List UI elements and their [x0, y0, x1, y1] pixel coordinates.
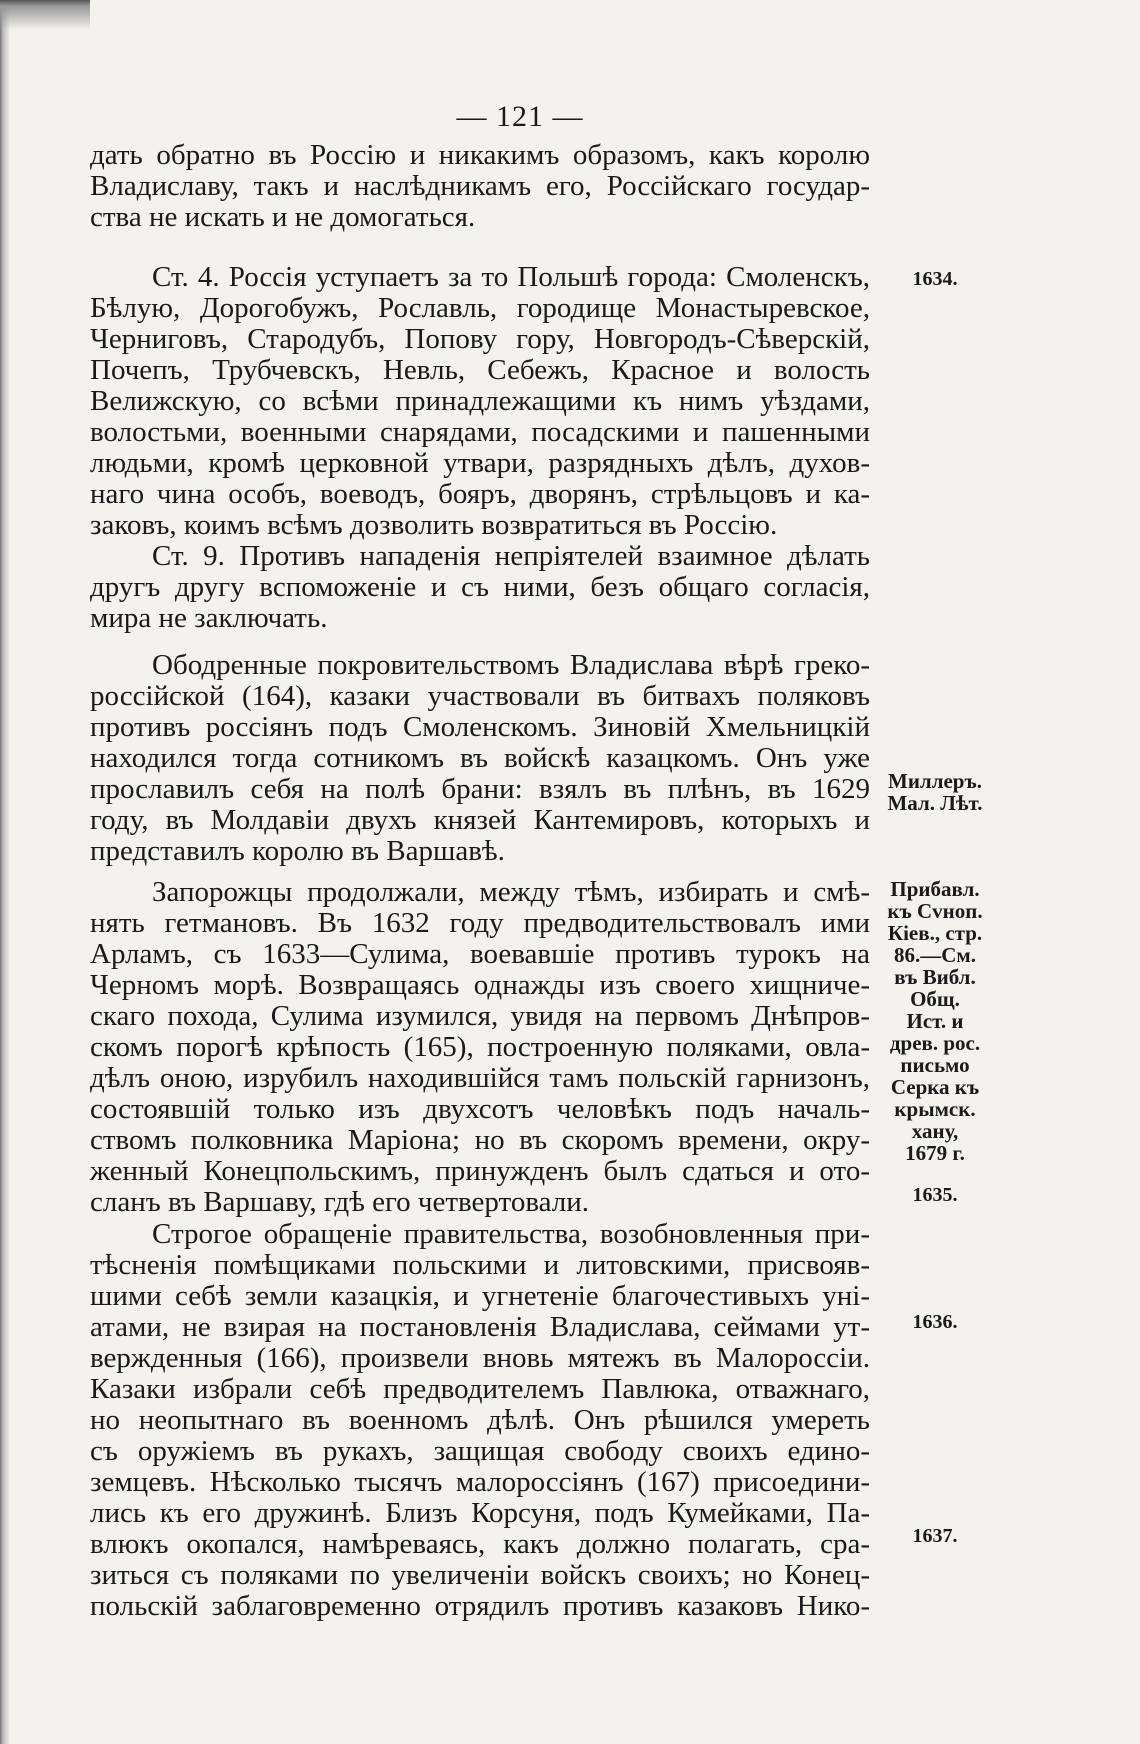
text-line: лись къ его дружинѣ. Близъ Корсуня, подъ Кумейками, Па- — [90, 1497, 870, 1529]
text-line: но неопытнаго въ военномъ дѣлѣ. Онъ рѣшился умереть — [90, 1404, 870, 1436]
margin-note-line: въ Вибл. — [894, 965, 976, 989]
text-line: Велижскую, со всѣми принадлежащими къ нимъ уѣздами, — [90, 385, 870, 417]
margin-note-line: древ. рос. — [889, 1031, 981, 1055]
text-line: дѣлъ оною, изрубилъ находившійся тамъ польскій гарнизонъ, — [90, 1062, 870, 1094]
text-line: скомъ порогѣ крѣпость (165), построенную поляками, овла- — [90, 1031, 870, 1063]
text-line: Почепъ, Трубчевскъ, Невль, Себежъ, Красное и волость — [90, 354, 870, 386]
text-line: Владиславу, такъ и наслѣдникамъ его, Россійскаго государ- — [90, 170, 870, 202]
text-line: представилъ королю въ Варшавѣ. — [90, 835, 505, 867]
margin-year-1635: 1635. — [912, 1184, 958, 1206]
margin-year-1637: 1637. — [912, 1525, 958, 1547]
text-line: Бѣлую, Дорогобужъ, Рославль, городище Монастыревское, — [90, 292, 870, 324]
margin-note-line: 1679 г. — [905, 1141, 965, 1165]
margin-note-line: хану, — [911, 1119, 959, 1143]
margin-note-line: къ Сvноп. — [887, 899, 983, 923]
text-line: Строгое обращеніе правительства, возобновленныя при- — [152, 1218, 870, 1250]
margin-note-miller — [880, 770, 990, 814]
text-line: году, въ Молдавіи двухъ князей Кантемировъ, которыхъ и — [90, 804, 870, 836]
text-line: вержденныя (166), произвели вновь мятежъ въ Малороссіи. — [90, 1342, 870, 1374]
text-line: мира не заключать. — [90, 602, 328, 634]
paragraph-3 — [90, 541, 870, 634]
text-line: женный Конецпольскимъ, принужденъ былъ сдаться и ото- — [90, 1155, 870, 1187]
margin-note-line: 86.—См. — [894, 943, 976, 967]
text-line: тѣсненія помѣщиками польскими и литовскими, присвояв- — [90, 1249, 870, 1281]
text-line: Черниговъ, Стародубъ, Попову гору, Новгородъ-Сѣверскій, — [90, 323, 870, 355]
text-line: съ оружіемъ въ рукахъ, защищая свободу своихъ едино- — [90, 1435, 870, 1467]
margin-note-line: Общ. — [910, 987, 960, 1011]
margin-note-line: Мал. Лѣт. — [887, 791, 983, 815]
text-line: Запорожцы продолжали, между тѣмъ, избирать и смѣ- — [152, 876, 870, 908]
margin-note-line: Серка къ — [890, 1075, 980, 1099]
text-line: сланъ въ Варшаву, гдѣ его четвертовали. — [90, 1186, 590, 1218]
text-line: Ободренные покровительствомъ Владислава вѣрѣ греко- — [152, 649, 870, 681]
page-number: — 121 — — [456, 100, 584, 133]
margin-note-line: Прибавл. — [890, 877, 980, 901]
text-line: шими себѣ земли казацкія, и угнетеніе благочестивыхъ уні- — [90, 1280, 870, 1312]
margin-note-line: крымск. — [894, 1097, 976, 1121]
text-line: Черномъ морѣ. Возвращаясь однажды изъ своего хищниче- — [90, 969, 870, 1001]
text-line: ствомъ полковника Маріона; но въ скоромъ времени, окру- — [90, 1124, 870, 1156]
text-line: дать обратно въ Россію и никакимъ образомъ, какъ королю — [90, 139, 870, 171]
text-line: Ст. 9. Противъ нападенія непріятелей взаимное дѣлать — [152, 540, 870, 572]
margin-note-pribavl — [880, 878, 990, 1164]
paragraph-4 — [90, 650, 870, 867]
text-line: находился тогда сотникомъ въ войскѣ казацкомъ. Онъ уже — [90, 742, 870, 774]
scan-corner-shadow — [0, 0, 90, 30]
paragraph-1 — [90, 140, 870, 233]
paragraph-6 — [90, 1219, 870, 1622]
margin-year-1636: 1636. — [912, 1311, 958, 1333]
text-line: земцевъ. Нѣсколько тысячъ малороссіянъ (167) присоедини- — [90, 1466, 870, 1498]
text-line: Арламъ, съ 1633—Сулима, воевавшіе противъ турокъ на — [90, 938, 870, 970]
text-line: Казаки избрали себѣ предводителемъ Павлюка, отважнаго, — [90, 1373, 870, 1405]
paragraph-2 — [90, 262, 870, 541]
margin-note-line: Кіев., стр. — [887, 921, 983, 945]
scan-edge-shadow — [0, 0, 10, 1744]
margin-note-line: письмо — [900, 1053, 970, 1077]
text-line: Ст. 4. Россія уступаетъ за то Польшѣ города: Смоленскъ, — [152, 261, 870, 293]
text-line: зиться съ поляками по увеличеніи войскъ своихъ; но Конец- — [90, 1559, 870, 1591]
text-line: волостьми, военными снарядами, посадскими и пашенными — [90, 416, 870, 448]
text-line: людьми, кромѣ церковной утвари, разрядныхъ дѣлъ, духов- — [90, 447, 870, 479]
text-line: состоявшій только изъ двухсотъ человѣкъ подъ началь- — [90, 1093, 870, 1125]
margin-year-1634: 1634. — [912, 268, 958, 290]
margin-note-line: Ист. и — [906, 1009, 964, 1033]
margin-note-line: Миллеръ. — [888, 769, 982, 793]
paragraph-5 — [90, 877, 870, 1218]
text-line: влюкъ окопался, намѣреваясь, какъ должно полагать, сра- — [90, 1528, 870, 1560]
text-line: скаго похода, Сулима изумился, увидя на первомъ Днѣпров- — [90, 1000, 870, 1032]
text-line: россійской (164), казаки участвовали въ битвахъ поляковъ — [90, 680, 870, 712]
text-line: нять гетмановъ. Въ 1632 году предводительствовалъ ими — [90, 907, 870, 939]
text-line: прославилъ себя на полѣ брани: взялъ въ плѣнъ, въ 1629 — [90, 773, 870, 805]
text-line: другъ другу вспоможеніе и съ ними, безъ общаго согласія, — [90, 571, 870, 603]
text-line: противъ россіянъ подъ Смоленскомъ. Зиновій Хмельницкій — [90, 711, 870, 743]
text-line: наго чина особъ, воеводъ, бояръ, дворянъ, стрѣльцовъ и ка- — [90, 478, 870, 510]
text-line: польскій заблаговременно отрядилъ противъ казаковъ Нико- — [90, 1590, 870, 1622]
text-line: заковъ, коимъ всѣмъ дозволить возвратиться въ Россію. — [90, 509, 778, 541]
text-line: атами, не взирая на постановленія Владислава, сеймами ут- — [90, 1311, 870, 1343]
text-line: ства не искать и не домогаться. — [90, 201, 476, 233]
